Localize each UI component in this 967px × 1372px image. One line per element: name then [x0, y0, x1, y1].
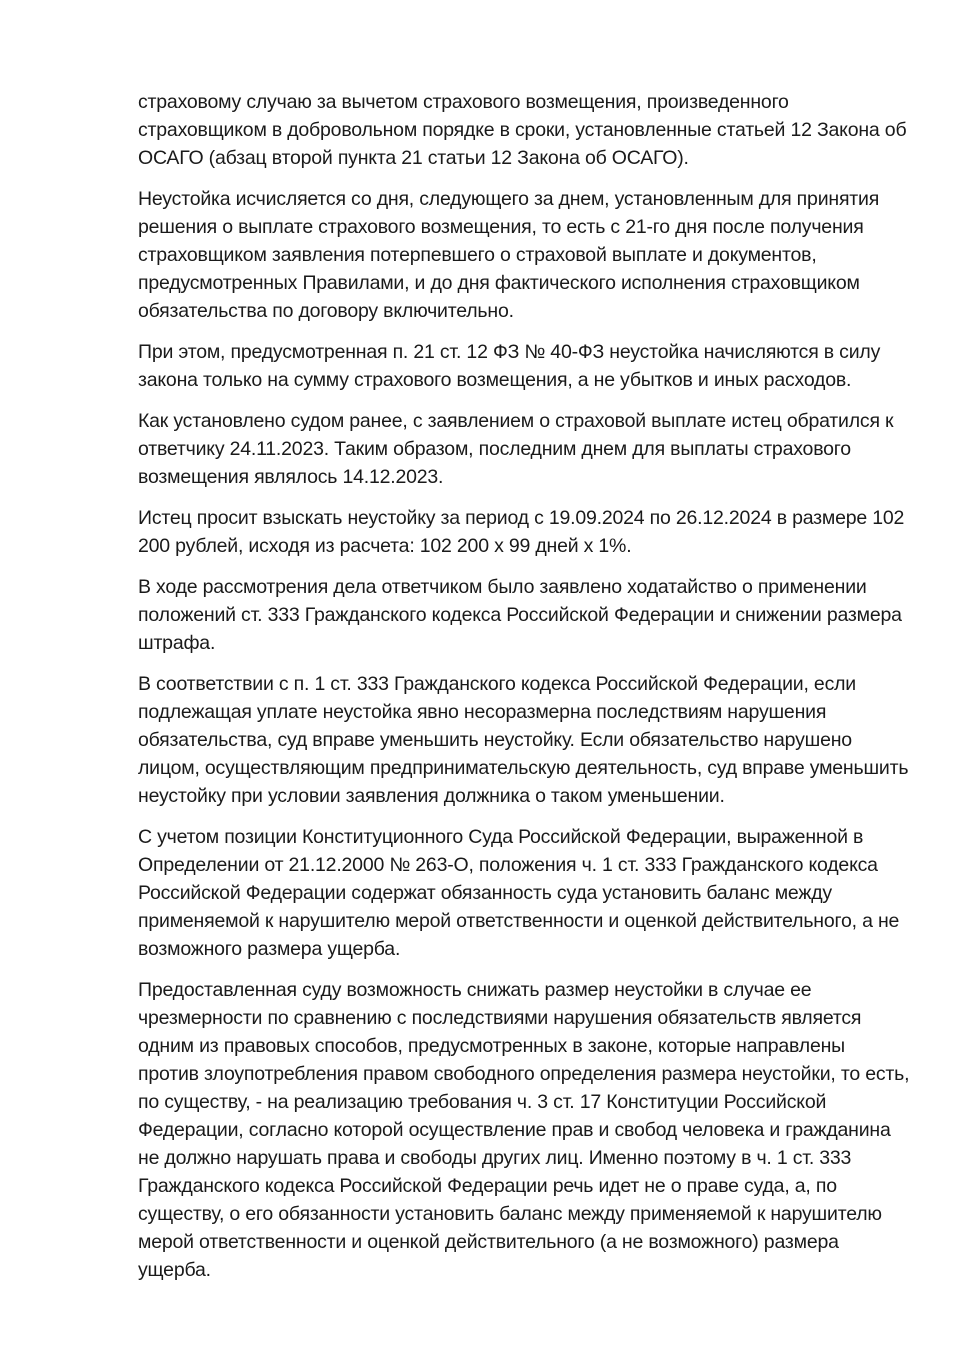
paragraph-court-right-to-reduce: Предоставленная суду возможность снижать размер неустойки в случае ее чрезмерности по сравнению с последствиями нарушения обязательств является одним из правовых способов, предусмотренных в законе, которые направлены против злоупотребления правом свободного определения размера неустойки, то есть, по существу, - на реализацию требования ч. 3 ст. 17 Конституции Российской Федерации, согласно которой осуществление прав и свобод человека и гражданина не должно нарушать права и свободы других лиц. Именно поэтому в ч. 1 ст. 333 Гражданского кодекса Российской Федерации речь идет не о праве суда, а, по существу, о его обязанности установить баланс между применяемой к нарушителю мерой ответственности и оценкой действительного (а не возможного) размера ущерба. [138, 979, 910, 1281]
paragraph-article-333: В соответствии с п. 1 ст. 333 Гражданского кодекса Российской Федерации, если подлежащая уплате неустойка явно несоразмерна последствиям нарушения обязательства, суд вправе уменьшить неустойку. Если обязательство нарушено лицом, осуществляющим предпринимательскую деятельность, суд вправе уменьшить неустойку при условии заявления должника о таком уменьшении. [138, 673, 909, 807]
paragraph-penalty-basis: При этом, предусмотренная п. 21 ст. 12 ФЗ № 40-ФЗ неустойка начисляются в силу закона только на сумму страхового возмещения, а не убытков и иных расходов. [138, 341, 881, 391]
document-text-column [138, 88, 910, 1284]
paragraph-constitutional-court-position: С учетом позиции Конституционного Суда Российской Федерации, выраженной в Определении от 21.12.2000 № 263-О, положения ч. 1 ст. 333 Гражданского кодекса Российской Федерации содержат обязанность суда установить баланс между применяемой к нарушителю мерой ответственности и оценкой действительного, а не возможного размера ущерба. [138, 826, 900, 960]
paragraph-osago-deduction: страховому случаю за вычетом страхового возмещения, произведенного страховщиком в добровольном порядке в сроки, установленные статьей 12 Закона об ОСАГО (абзац второй пункта 21 статьи 12 Закона об ОСАГО). [138, 91, 907, 169]
paragraph-claim-amount: Истец просит взыскать неустойку за период с 19.09.2024 по 26.12.2024 в размере 102 200 рублей, исходя из расчета: 102 200 х 99 дней х 1%. [138, 507, 905, 557]
paragraph-claim-dates: Как установлено судом ранее, с заявлением о страховой выплате истец обратился к ответчику 24.11.2023. Таким образом, последним днем для выплаты страхового возмещения являлось 14.12.2023. [138, 410, 894, 488]
paragraph-penalty-calculation-period: Неустойка исчисляется со дня, следующего за днем, установленным для принятия решения о выплате страхового возмещения, то есть с 21-го дня после получения страховщиком заявления потерпевшего о страховой выплате и документов, предусмотренных Правилами, и до дня фактического исполнения страховщиком обязательства по договору включительно. [138, 188, 880, 322]
paragraph-defendant-motion: В ходе рассмотрения дела ответчиком было заявлено ходатайство о применении положений ст. 333 Гражданского кодекса Российской Федерации и снижении размера штрафа. [138, 576, 902, 654]
